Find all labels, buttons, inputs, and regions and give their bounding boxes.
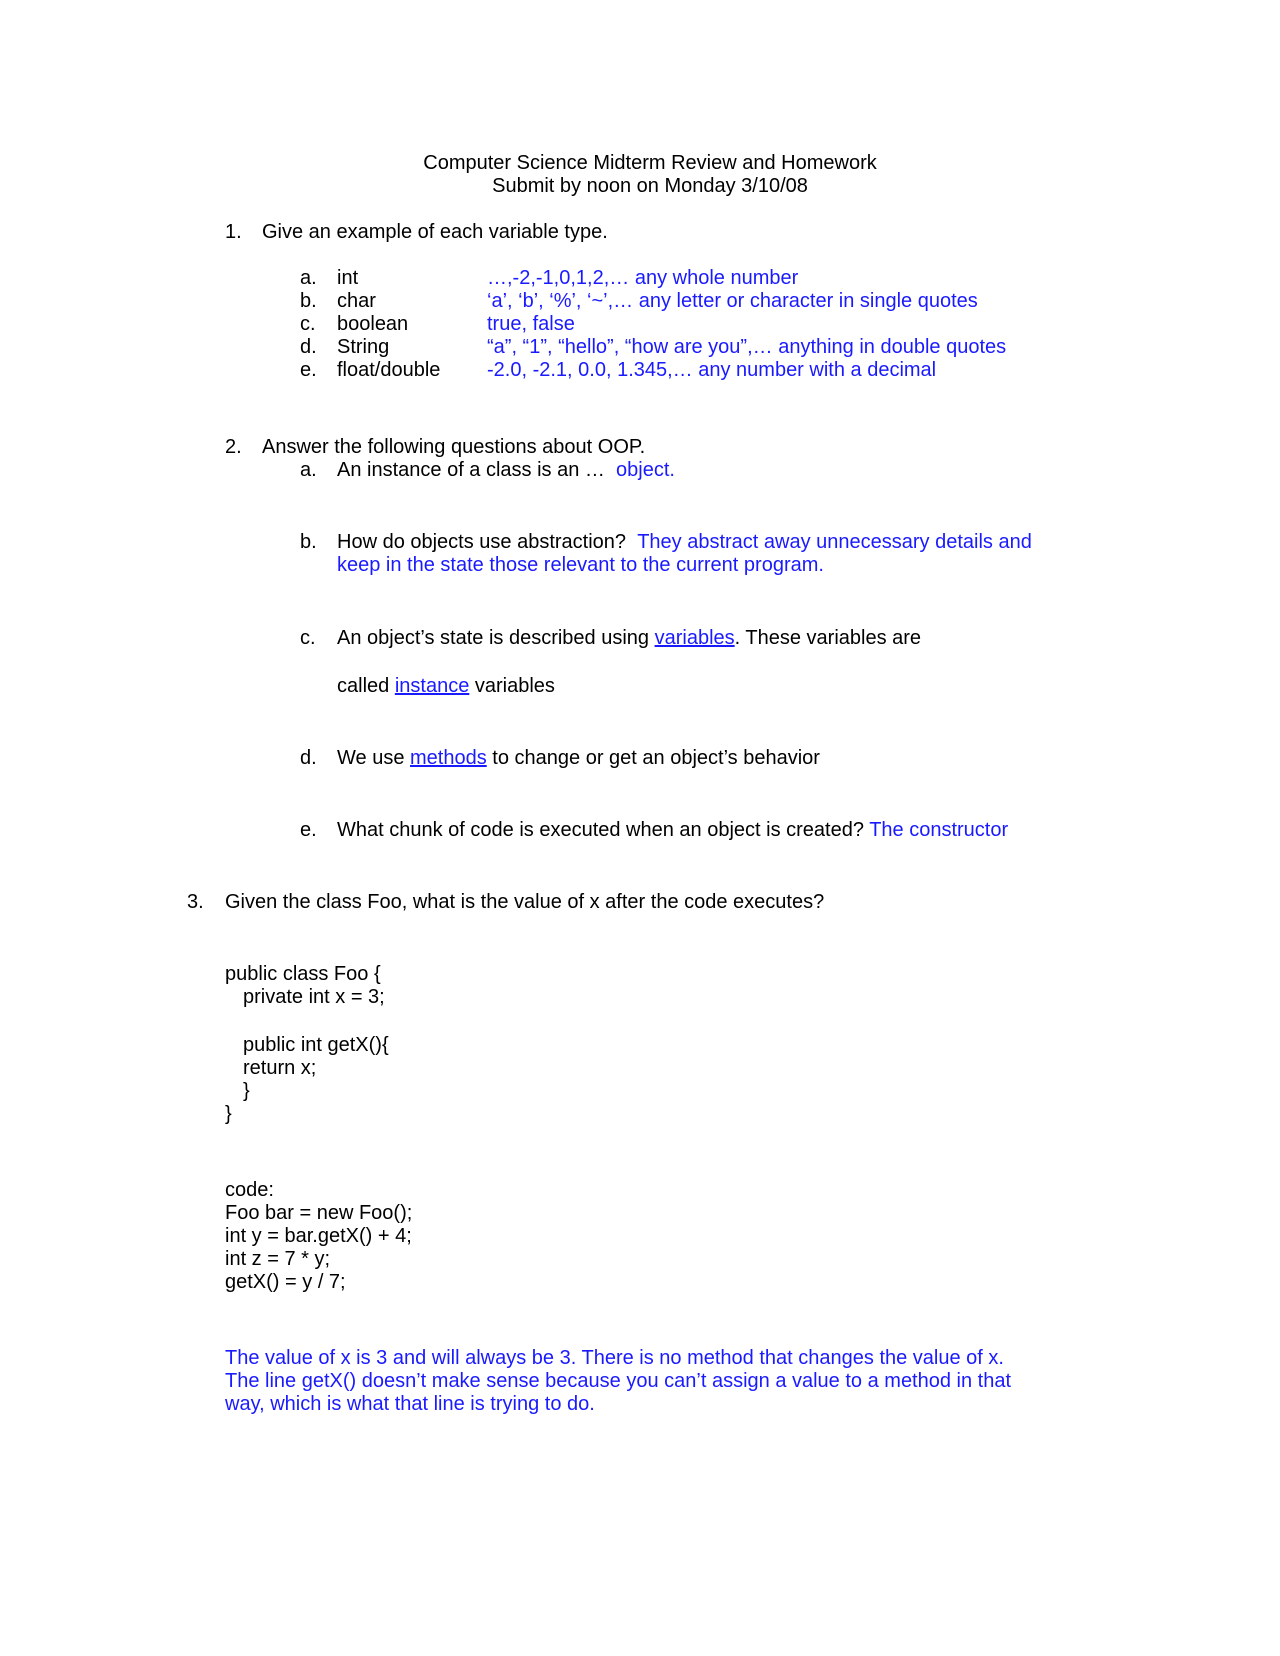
variable-type: int (337, 267, 359, 289)
question-number: 2. (225, 436, 242, 458)
item-letter: c. (300, 627, 316, 649)
fill-in-answer: methods (410, 747, 487, 769)
item-letter: e. (300, 359, 317, 381)
answer-text: ‘a’, ‘b’, ‘%’, ‘~’,… any letter or character in single quotes (487, 290, 978, 312)
code-line-text: private int x = 3; (243, 986, 385, 1008)
answer-text: They abstract away unnecessary details and (637, 531, 1032, 553)
item-letter: b. (300, 290, 317, 312)
page-title: Computer Science Midterm Review and Homework (423, 152, 877, 174)
answer-text: The value of x is 3 and will always be 3. There is no method that changes the value of x. (225, 1347, 1004, 1369)
code-line: public class Foo { (225, 963, 381, 985)
item-letter: a. (300, 267, 317, 289)
page-subtitle: Submit by noon on Monday 3/10/08 (492, 175, 808, 197)
question-text: called (337, 675, 390, 697)
question-prompt: Give an example of each variable type. (262, 221, 608, 243)
variable-type: String (337, 336, 390, 358)
sub-question-continued (337, 674, 555, 698)
code-line: int z = 7 * y; (225, 1248, 331, 1270)
answer-text: way, which is what that line is trying to do. (225, 1393, 595, 1415)
question-text: An object’s state is described using (337, 627, 650, 649)
item-letter: d. (300, 747, 317, 769)
code-line: return x; (243, 1057, 317, 1079)
question-text: to change or get an object’s behavior (492, 747, 820, 769)
question-text: How do objects use abstraction? (337, 531, 627, 553)
item-letter: b. (300, 531, 317, 553)
variable-type: boolean (337, 313, 409, 335)
code-line (225, 985, 385, 1009)
code-line: } (225, 1103, 232, 1125)
fill-in-answer: variables (654, 627, 735, 649)
fill-in-answer: instance (394, 675, 470, 697)
sub-question (337, 818, 1008, 842)
item-letter: a. (300, 459, 317, 481)
variable-type: char (337, 290, 376, 312)
answer-text: keep in the state those relevant to the current program. (337, 554, 824, 576)
question-prompt: Given the class Foo, what is the value of x after the code executes? (225, 891, 825, 913)
question-text: variables (474, 675, 555, 697)
answer-text: “a”, “1”, “hello”, “how are you”,… anything in double quotes (487, 336, 1007, 358)
code-line: Foo bar = new Foo(); (225, 1202, 413, 1224)
answer-text: …,-2,-1,0,1,2,… any whole number (487, 267, 799, 289)
code-line: public int getX(){ (243, 1034, 389, 1056)
answer-text: -2.0, -2.1, 0.0, 1.345,… any number with a decimal (487, 359, 937, 381)
code-line: getX() = y / 7; (225, 1271, 346, 1293)
answer-text: The constructor (869, 819, 1009, 841)
sub-question (337, 626, 921, 650)
question-text: An instance of a class is an … (337, 459, 605, 481)
item-letter: c. (300, 313, 316, 335)
code-line: int y = bar.getX() + 4; (225, 1225, 412, 1247)
answer-text: The line getX() doesn’t make sense because you can’t assign a value to a method in that (225, 1370, 1012, 1392)
answer-text: object. (616, 459, 675, 481)
code-line: } (243, 1080, 250, 1102)
sub-question (337, 746, 820, 770)
question-text: We use (337, 747, 405, 769)
code-label: code: (225, 1179, 274, 1201)
question-text: . These variables are (734, 627, 922, 649)
question-text: What chunk of code is executed when an object is created? (337, 819, 864, 841)
sub-question (337, 458, 675, 482)
variable-type: float/double (337, 359, 441, 381)
sub-question (337, 530, 1032, 554)
question-number: 1. (225, 221, 242, 243)
item-letter: e. (300, 819, 317, 841)
answer-text: true, false (487, 313, 575, 335)
question-prompt: Answer the following questions about OOP. (262, 436, 646, 458)
item-letter: d. (300, 336, 317, 358)
question-number: 3. (187, 891, 204, 913)
